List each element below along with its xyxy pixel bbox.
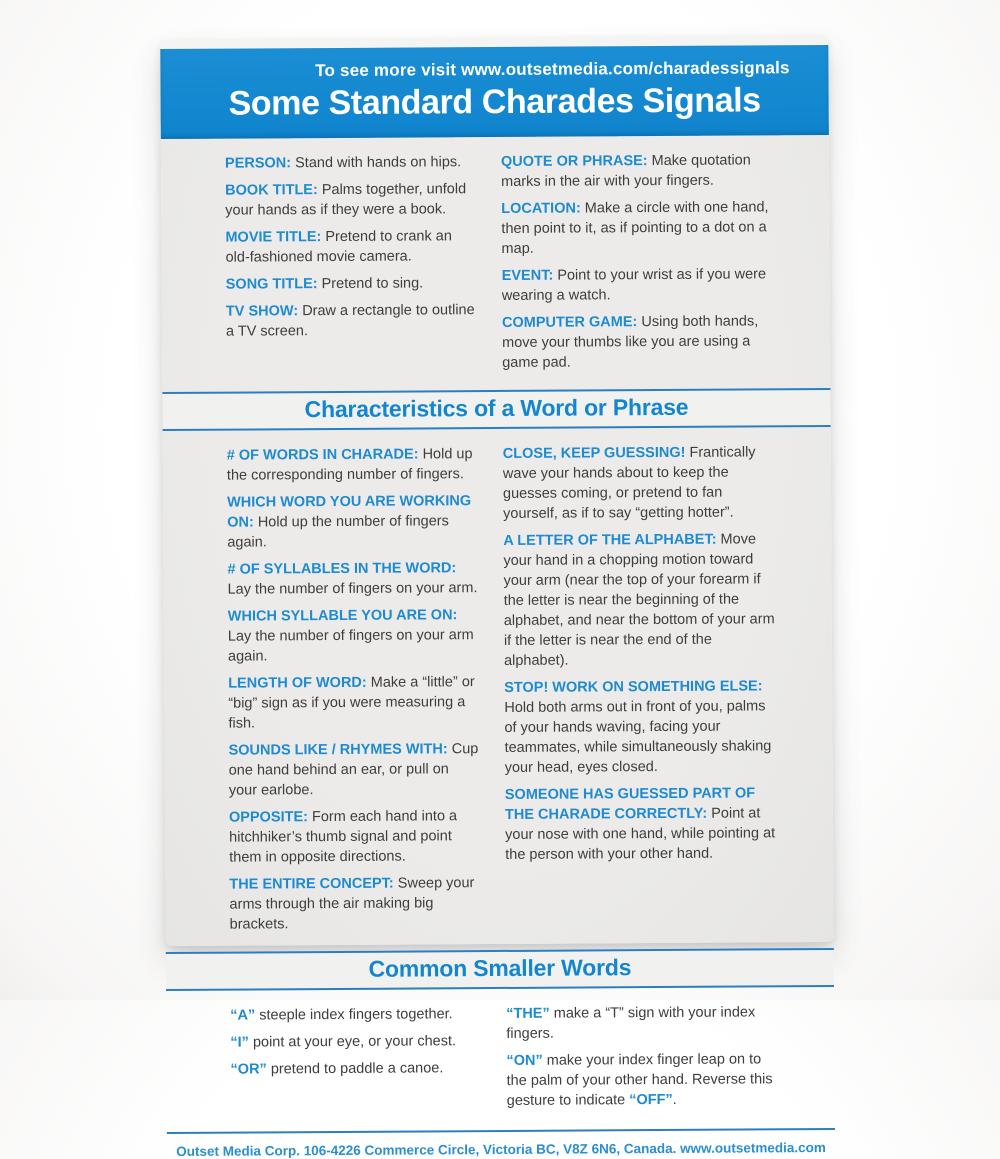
signal-item (229, 806, 481, 868)
publisher-address: Outset Media Corp. 106-4226 Commerce Circle, Victoria BC, V8Z 6N6, Canada. www.outsetmedia.com (176, 1140, 826, 1159)
signal-label: COMPUTER GAME: (501, 314, 638, 331)
column-right (501, 150, 778, 380)
signal-label: PERSON: (224, 155, 292, 172)
signal-item (504, 676, 781, 778)
header-url: To see more visit www.outsetmedia.com/charadessignals (315, 58, 790, 81)
signal-item (230, 1058, 482, 1080)
signal-item (227, 444, 479, 486)
signal-item (229, 873, 481, 935)
signal-label: BOOK TITLE: (225, 182, 318, 199)
signal-text: pretend to paddle a canoe. (270, 1060, 444, 1078)
signal-item (225, 226, 477, 268)
signal-label: A LETTER OF THE ALPHABET: (503, 531, 717, 549)
signal-label: WHICH WORD YOU ARE WORKING ON: (227, 493, 472, 531)
signal-item (225, 152, 477, 174)
page-title: Some Standard Charades Signals (228, 81, 761, 123)
signal-label: SOUNDS LIKE / RHYMES WITH: (228, 741, 448, 759)
signal-label: # OF SYLLABLES IN THE WORD: (227, 560, 457, 578)
signal-text: Make a “little” or “big” sign as if you were measuring a fish. (228, 674, 475, 732)
signal-label: OPPOSITE: (228, 809, 309, 826)
signal-text: Lay the number of fingers on your arm. (227, 580, 478, 598)
signal-item (226, 273, 478, 295)
signal-label: THE ENTIRE CONCEPT: (229, 875, 394, 893)
signal-item (501, 197, 777, 259)
signal-label: TV SHOW: (225, 303, 299, 320)
signal-item (227, 558, 479, 600)
signal-label: “THE” (506, 1005, 550, 1022)
column-left (225, 152, 478, 382)
section-title-characteristics (162, 388, 830, 431)
signal-text: Make quotation marks in the air with your fingers. (501, 152, 751, 190)
column-right (503, 442, 782, 940)
signal-text: Frantically wave your hands about to keep the guesses coming, or pretend to fan yourself, as if to say “getting hotter”. (502, 444, 756, 522)
signal-item (230, 1004, 482, 1026)
column-left (227, 444, 482, 942)
signal-label: MOVIE TITLE: (225, 229, 322, 246)
signal-item (502, 311, 778, 373)
signal-text: Cup one hand behind an ear, or pull on your earlobe. (228, 741, 479, 799)
signal-label: STOP! WORK ON SOMETHING ELSE: (504, 678, 763, 696)
signal-label: SONG TITLE: (225, 276, 318, 293)
signal-label: LENGTH OF WORD: (228, 674, 367, 692)
signal-label: “ON” (506, 1052, 543, 1069)
card-footer (167, 1128, 835, 1159)
signal-item (228, 605, 480, 667)
signal-text: Sweep your arms through the air making big brackets. (229, 875, 475, 933)
signal-item (229, 739, 481, 801)
signal-text: Move your hand in a chopping motion toward your arm (near the top of your forearm if the letter is near the beginning of the alphabet, and near the bottom of your arm if the letter is near the end of the alphabet). (503, 531, 775, 669)
signal-text: Hold up the corresponding number of fingers. (226, 446, 473, 484)
signal-item (228, 672, 480, 734)
signal-text: Hold up the number of fingers again. (227, 513, 449, 551)
signal-label: LOCATION: (501, 200, 581, 217)
signal-item (503, 529, 780, 671)
signal-item (503, 442, 779, 524)
signal-item (506, 1002, 782, 1044)
signal-text: Form each hand into a hitchhiker’s thumb signal and point them in opposite directions. (229, 808, 458, 866)
signal-text: Make a circle with one hand, then point to it, as if pointing to a dot on a map. (501, 199, 769, 257)
signal-label: “I” (230, 1034, 249, 1051)
signal-label: QUOTE OR PHRASE: (500, 153, 648, 170)
header-band (160, 45, 829, 139)
section-title-common-smaller-words (166, 948, 834, 991)
signal-text: Pretend to crank an old-fashioned movie camera. (225, 228, 452, 266)
signal-label: “A” (230, 1007, 256, 1024)
column-right (506, 1002, 783, 1118)
signal-text: point at your eye, or your chest. (252, 1033, 457, 1051)
signal-text: Palms together, unfold your hands as if they were a book. (225, 181, 467, 219)
signal-label: “OR” (230, 1061, 267, 1078)
section-title: Characteristics of a Word or Phrase (304, 393, 689, 423)
signal-item (227, 491, 479, 553)
signal-item (502, 264, 778, 306)
signal-text: Draw a rectangle to outline a TV screen. (225, 302, 475, 340)
signal-text: Hold both arms out in front of you, palms of your hands waving, facing your teammates, while simultaneously shaking your head, eyes closed. (504, 698, 772, 776)
signal-item (230, 1031, 482, 1053)
charades-signals-card (160, 36, 834, 1159)
signal-label: WHICH SYLLABLE YOU ARE ON: (227, 607, 458, 625)
signal-item (226, 300, 478, 342)
column-left (230, 1004, 483, 1120)
signal-text: steeple index fingers together. (259, 1006, 453, 1024)
signal-text-tail: . (672, 1091, 677, 1108)
section-standard-signals (161, 135, 831, 388)
signal-label-off: “OFF” (629, 1091, 673, 1109)
signal-item (225, 179, 477, 221)
section-common-smaller-words (166, 987, 835, 1126)
signal-text: Point to your wrist as if you were wearing a watch. (501, 266, 767, 304)
signal-label: SOMEONE HAS GUESSED PART OF THE CHARADE CORRECTLY: (504, 785, 756, 823)
signal-text: Lay the number of fingers on your arm again. (227, 627, 474, 665)
signal-item (505, 783, 781, 865)
signal-text: make a “T” sign with your index fingers. (506, 1004, 756, 1042)
signal-text: Point at your nose with one hand, while pointing at the person with your other hand. (505, 805, 776, 863)
signal-label: CLOSE, KEEP GUESSING! (502, 444, 686, 462)
signal-text: Pretend to sing. (321, 275, 424, 293)
signal-label: EVENT: (501, 267, 554, 284)
signal-text: Using both hands, move your thumbs like you are using a game pad. (502, 313, 759, 371)
section-characteristics (163, 427, 834, 948)
signal-label: # OF WORDS IN CHARADE: (226, 446, 419, 464)
signal-item (501, 150, 777, 192)
signal-item (506, 1049, 782, 1111)
signal-text: make your index finger leap on to the palm of your other hand. Reverse this gesture to indicate (506, 1051, 773, 1109)
section-title: Common Smaller Words (368, 954, 632, 982)
signal-text: Stand with hands on hips. (295, 154, 462, 172)
